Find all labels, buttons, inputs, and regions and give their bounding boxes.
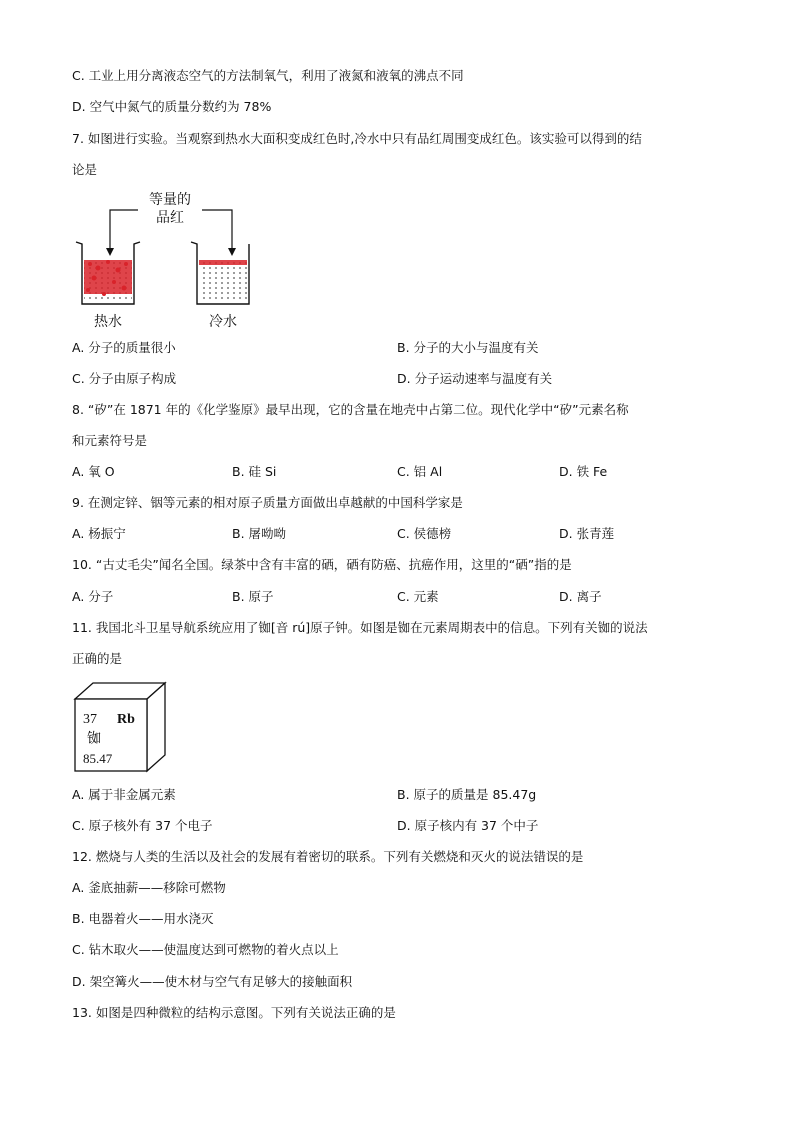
q7-option-d: D. 分子运动速率与温度有关 <box>397 371 553 386</box>
arrow-head-right <box>228 248 236 256</box>
q11-stem-line1: 11. 我国北斗卫星导航系统应用了铷[音 rú]原子钟。如图是铷在元素周期表中的信息。下列有关铷的说法 <box>72 620 648 635</box>
q7-option-a: A. 分子的质量很小 <box>72 340 176 355</box>
q10-option-a: A. 分子 <box>72 589 114 604</box>
cold-water-label: 冷水 <box>209 314 237 330</box>
q9-stem: 9. 在测定锌、铟等元素的相对原子质量方面做出卓越献的中国科学家是 <box>72 495 463 510</box>
arrow-head-left <box>106 248 114 256</box>
q7-stem-line1: 7. 如图进行实验。当观察到热水大面积变成红色时,冷水中只有品红周围变成红色。该实验可以得到的结 <box>72 131 642 146</box>
q12-option-c: C. 钻木取火——使温度达到可燃物的着火点以上 <box>72 942 339 957</box>
rubidium-element-cube <box>73 681 169 773</box>
q12-option-a: A. 釜底抽薪——移除可燃物 <box>72 880 226 895</box>
q6-option-d: D. 空气中氮气的质量分数约为 78% <box>72 99 272 114</box>
q13-stem: 13. 如图是四种微粒的结构示意图。下列有关说法正确的是 <box>72 1005 396 1020</box>
hot-water-label: 热水 <box>94 314 122 330</box>
q11-option-d: D. 原子核内有 37 个中子 <box>397 818 539 833</box>
q12-option-d: D. 架空篝火——使木材与空气有足够大的接触面积 <box>72 974 353 989</box>
element-name: 铷 <box>87 731 101 747</box>
q11-option-c: C. 原子核外有 37 个电子 <box>72 818 213 833</box>
q8-option-b: B. 硅 Si <box>232 464 277 479</box>
q6-option-c: C. 工业上用分离液态空气的方法制氧气，利用了液氮和液氧的沸点不同 <box>72 68 464 83</box>
atomic-number: 37 <box>83 712 97 727</box>
q11-option-a: A. 属于非金属元素 <box>72 787 176 802</box>
q9-option-d: D. 张青莲 <box>559 526 615 541</box>
diffusion-experiment-figure <box>70 186 250 331</box>
q11-option-b: B. 原子的质量是 85.47g <box>397 787 537 802</box>
q9-option-c: C. 侯德榜 <box>397 526 452 541</box>
q8-option-d: D. 铁 Fe <box>559 464 608 479</box>
q7-option-c: C. 分子由原子构成 <box>72 371 177 386</box>
q7-stem-line2: 论是 <box>72 162 98 177</box>
cold-water-beaker <box>191 242 249 304</box>
q10-option-d: D. 离子 <box>559 589 602 604</box>
figure-label-equal-amount: 等量的 <box>149 192 191 208</box>
q9-option-a: A. 杨振宁 <box>72 526 126 541</box>
q10-option-c: C. 元素 <box>397 589 439 604</box>
figure-label-pinkred: 品红 <box>156 210 184 226</box>
q8-option-c: C. 铝 Al <box>397 464 443 479</box>
q12-stem: 12. 燃烧与人类的生活以及社会的发展有着密切的联系。下列有关燃烧和灭火的说法错误的是 <box>72 849 584 864</box>
relative-atomic-mass: 85.47 <box>83 751 113 766</box>
q8-option-a: A. 氧 O <box>72 464 115 479</box>
q10-stem: 10. “古丈毛尖”闻名全国。绿茶中含有丰富的硒，硒有防癌、抗癌作用，这里的“硒”指的是 <box>72 557 572 572</box>
q8-stem-line1: 8. “矽”在 1871 年的《化学鉴原》最早出现，它的含量在地壳中占第二位。现代化学中“矽”元素名称 <box>72 402 629 417</box>
q12-option-b: B. 电器着火——用水浇灭 <box>72 911 214 926</box>
q10-option-b: B. 原子 <box>232 589 274 604</box>
q9-option-b: B. 屠呦呦 <box>232 526 287 541</box>
q11-stem-line2: 正确的是 <box>72 651 123 666</box>
q7-option-b: B. 分子的大小与温度有关 <box>397 340 539 355</box>
element-symbol: Rb <box>117 712 135 727</box>
q8-stem-line2: 和元素符号是 <box>72 433 148 448</box>
arrow-to-cold-beaker <box>202 210 232 254</box>
